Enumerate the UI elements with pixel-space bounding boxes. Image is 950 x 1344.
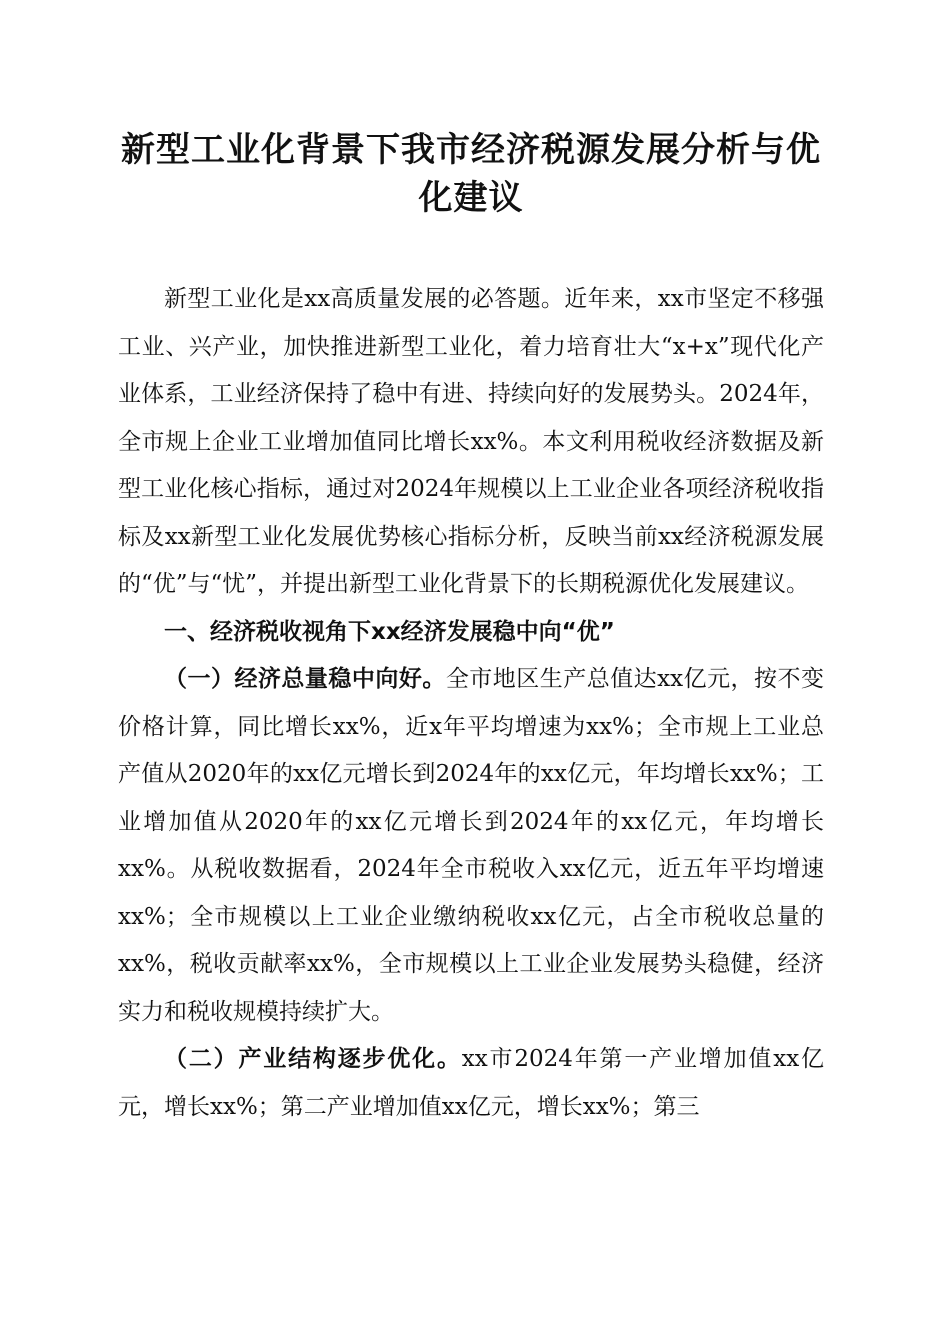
subsection-paragraph-2: [118, 1036, 824, 1131]
subsection-text-1: 全市地区生产总值达xx亿元，按不变价格计算，同比增长xx%，近x年平均增速为xx%；全市规上工业总产值从2020年的xx亿元增长到2024年的xx亿元，年均增长xx%；工业增加值从2020年的xx亿元增长到2024年的xx亿元，年均增长xx%。从税收数据看，2024年全市税收入xx亿元，近五年平均增速xx%；全市规模以上工业企业缴纳税收xx亿元，占全市税收总量的xx%，税收贡献率xx%，全市规模以上工业企业发展势头稳健，经济实力和税收规模持续扩大。: [118, 666, 825, 1025]
intro-paragraph: 新型工业化是xx高质量发展的必答题。近年来，xx市坚定不移强工业、兴产业，加快推进新型工业化，着力培育壮大“x+x”现代化产业体系，工业经济保持了稳中有进、持续向好的发展势头。2024年，全市规上企业工业增加值同比增长xx%。本文利用税收经济数据及新型工业化核心指标，通过对2024年规模以上工业企业各项经济税收指标及xx新型工业化发展优势核心指标分析，反映当前xx经济税源发展的“优”与“忧”，并提出新型工业化背景下的长期税源优化发展建议。: [118, 286, 824, 597]
subsection-text-2: xx市2024年第一产业增加值xx亿元，增长xx%；第二产业增加值xx亿元，增长xx%；第三: [118, 1046, 825, 1120]
document-page: [118, 126, 824, 1131]
subsection-heading-1: （一）经济总量稳中向好。: [164, 666, 446, 692]
subsection-heading-2: （二）产业结构逐步优化。: [164, 1046, 462, 1072]
document-title: 新型工业化背景下我市经济税源发展分析与优化建议: [121, 130, 821, 218]
document-body: [118, 276, 824, 1131]
subsection-paragraph-1: [118, 656, 824, 1036]
section-heading-1: 一、经济税收视角下xx经济发展稳中向“优”: [164, 618, 615, 645]
